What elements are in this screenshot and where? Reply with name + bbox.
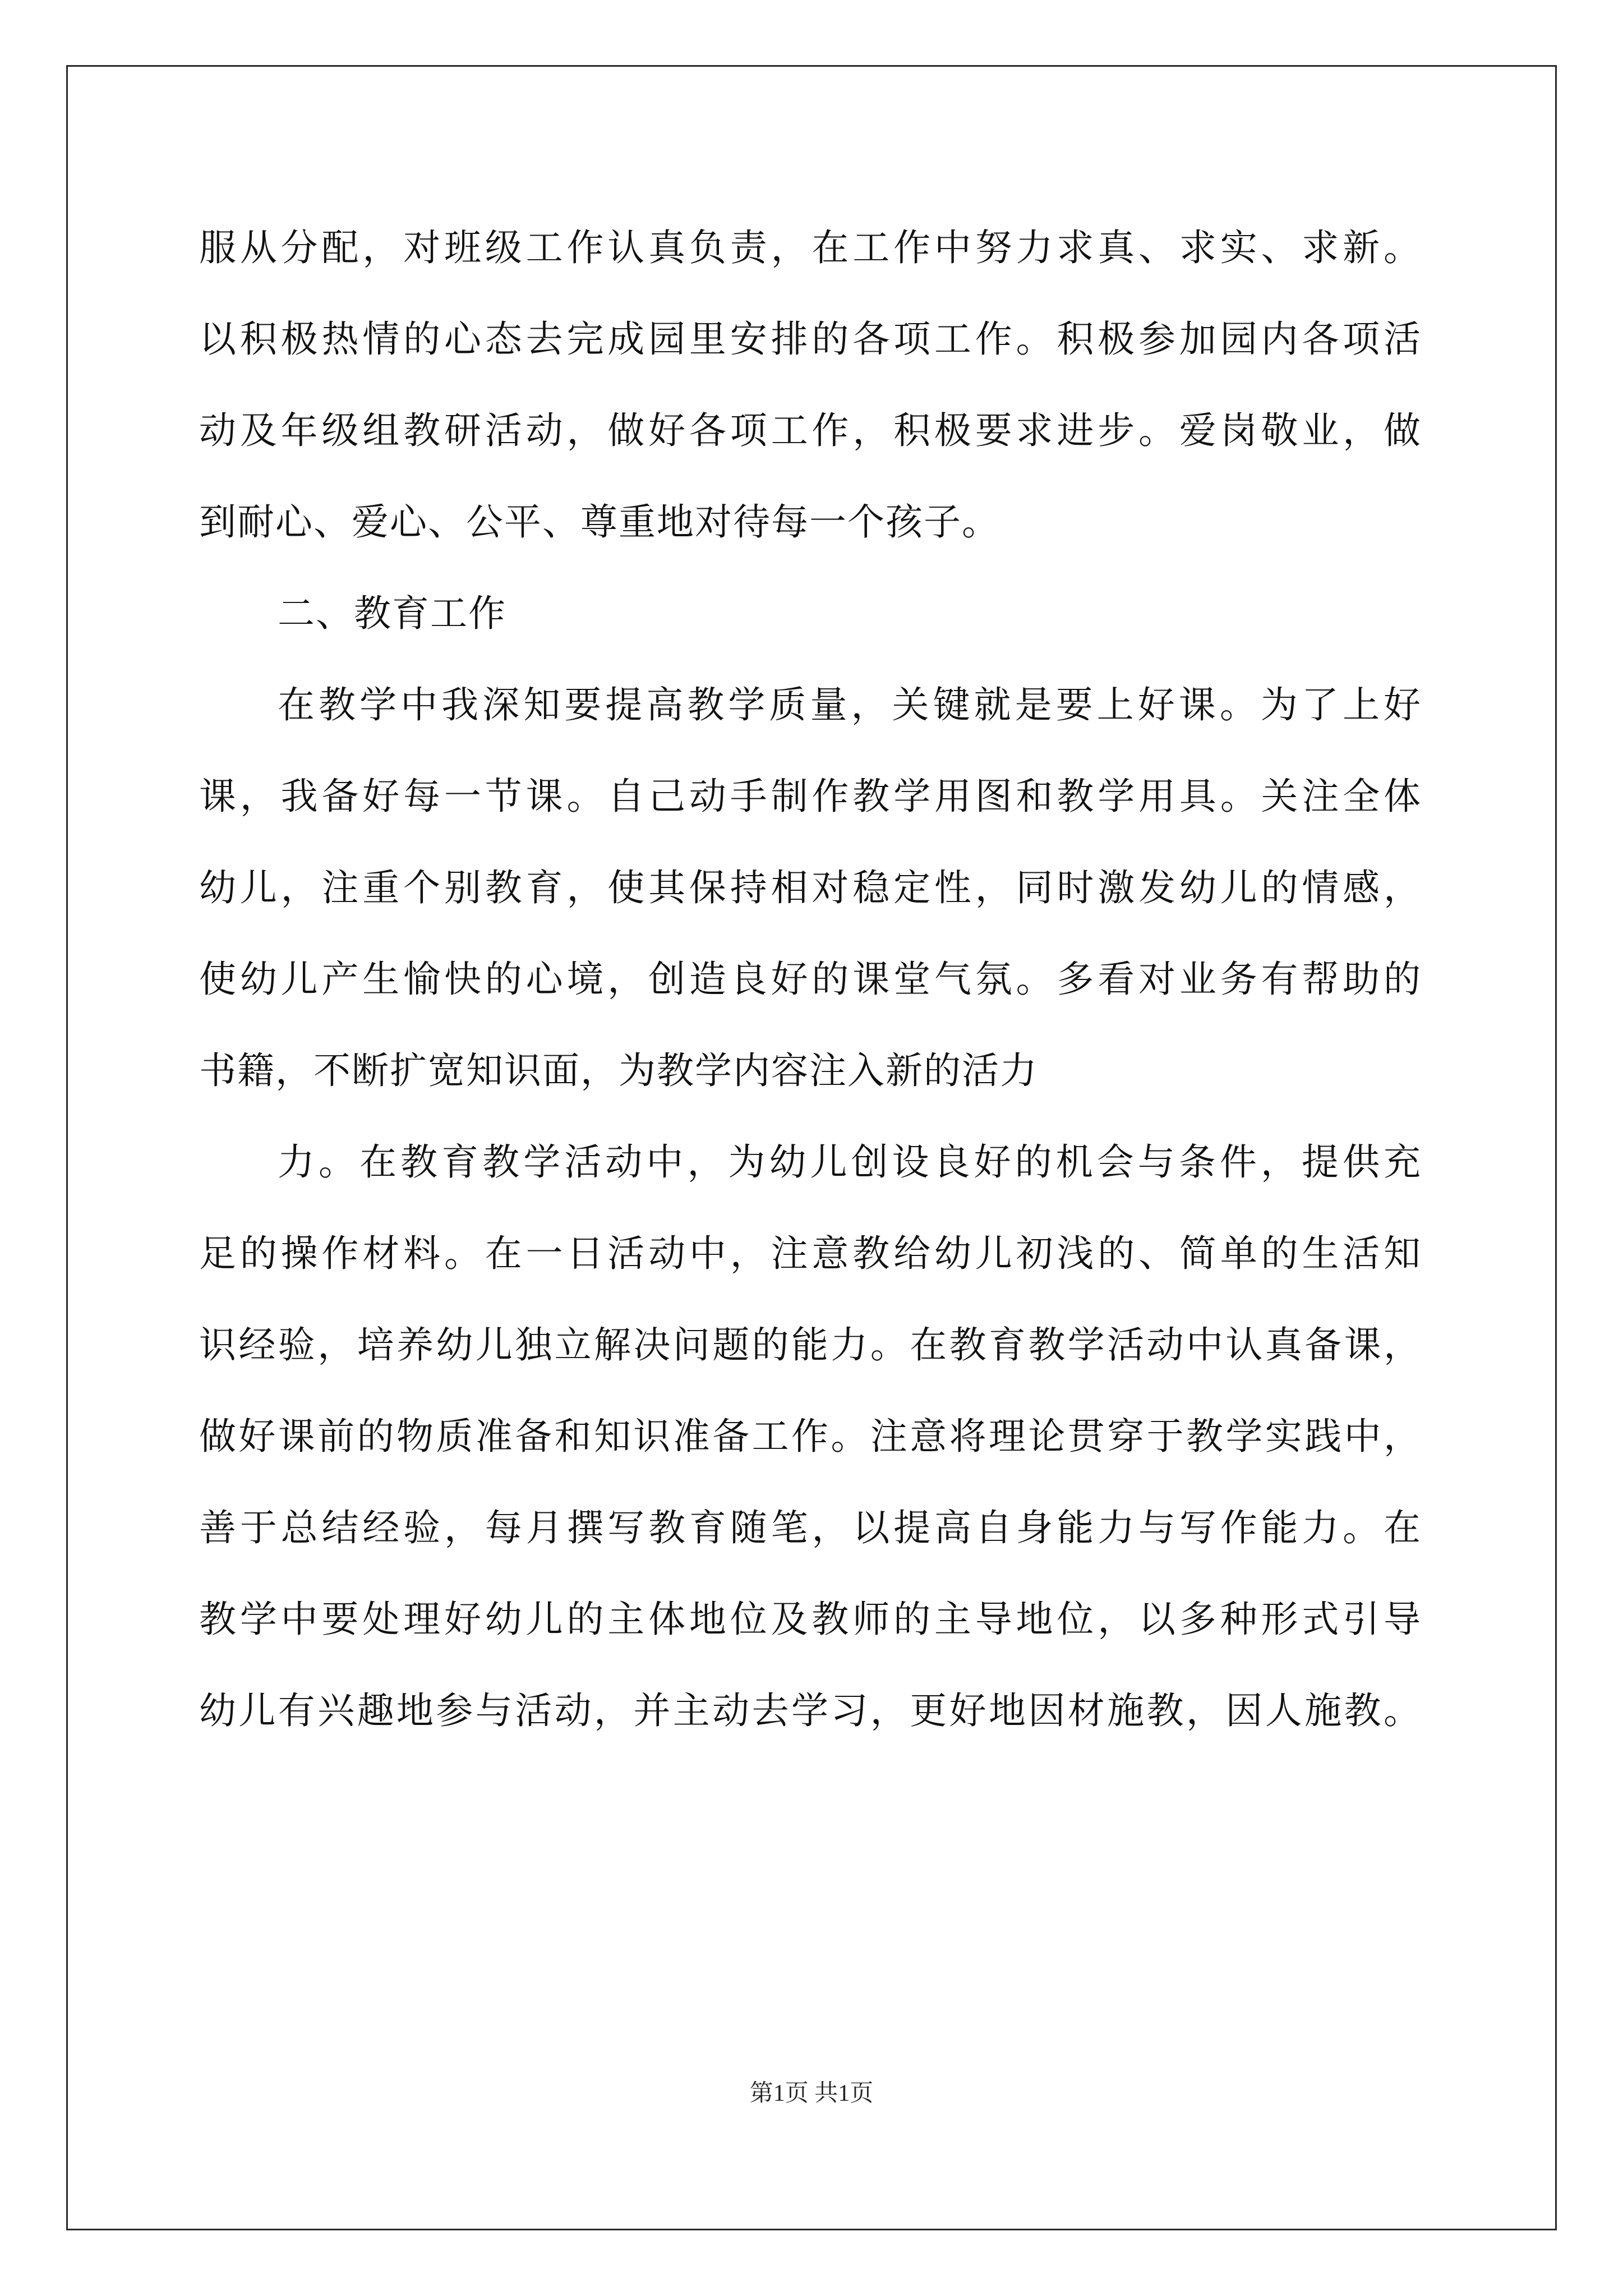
document-body — [199, 202, 1422, 1756]
text-line: 到耐心、爱心、公平、尊重地对待每一个孩子。 — [199, 500, 1000, 544]
section-heading: 二、教育工作 — [278, 592, 506, 635]
text-line: 幼儿有兴趣地参与活动，并主动去学习，更好地因材施教，因人施教。 — [199, 1689, 1422, 1732]
text-line: 在教学中我深知要提高教学质量，关键就是要上好课。为了上好 — [278, 683, 1422, 726]
text-line: 做好课前的物质准备和知识准备工作。注意将理论贯穿于教学实践中， — [199, 1415, 1422, 1458]
text-line: 足的操作材料。在一日活动中，注意教给幼儿初浅的、简单的生活知 — [199, 1232, 1422, 1275]
text-line: 识经验，培养幼儿独立解决问题的能力。在教育教学活动中认真备课， — [199, 1323, 1422, 1366]
text-line: 书籍，不断扩宽知识面，为教学内容注入新的活力 — [199, 1049, 1038, 1092]
text-line: 服从分配，对班级工作认真负责，在工作中努力求真、求实、求新。 — [199, 226, 1422, 269]
text-line: 力。在教育教学活动中，为幼儿创设良好的机会与条件，提供充 — [278, 1140, 1422, 1184]
text-line: 课，我备好每一节课。自己动手制作教学用图和教学用具。关注全体 — [199, 775, 1422, 818]
page-number: 第1页 共1页 — [749, 2081, 874, 2106]
text-line: 动及年级组教研活动，做好各项工作，积极要求进步。爱岗敬业，做 — [199, 409, 1422, 452]
text-line: 使幼儿产生愉快的心境，创造良好的课堂气氛。多看对业务有帮助的 — [199, 958, 1422, 1001]
text-line: 教学中要处理好幼儿的主体地位及教师的主导地位，以多种形式引导 — [199, 1598, 1422, 1641]
text-line: 幼儿，注重个别教育，使其保持相对稳定性，同时激发幼儿的情感， — [199, 866, 1422, 909]
text-line: 以积极热情的心态去完成园里安排的各项工作。积极参加园内各项活 — [199, 318, 1422, 361]
text-line: 善于总结经验，每月撰写教育随笔，以提高自身能力与写作能力。在 — [199, 1506, 1422, 1549]
